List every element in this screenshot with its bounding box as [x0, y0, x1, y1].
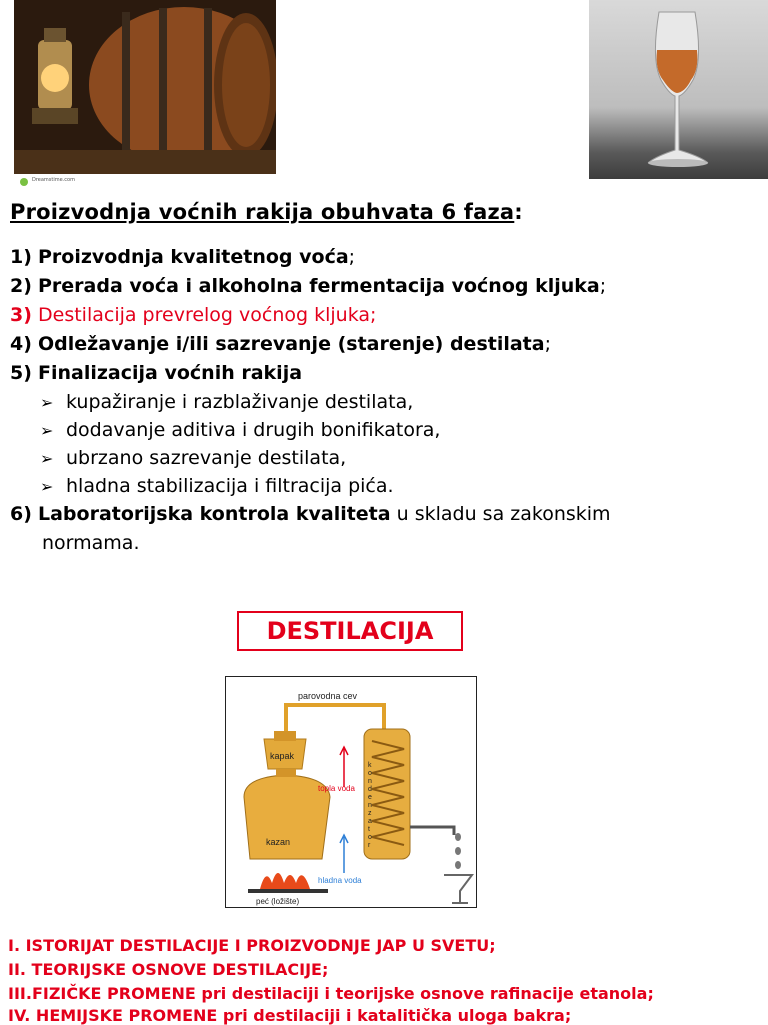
heading-colon: : — [514, 200, 523, 224]
step-text: kupažiranje i razblaživanje destilata, — [66, 391, 414, 413]
receiving-glass-icon — [444, 875, 472, 903]
phase-end: ; — [599, 275, 607, 297]
phase-item-1 — [10, 246, 355, 268]
arrow-bullet-icon: ➢ — [40, 477, 54, 496]
label-condenser: k o n d e n z a t o r — [368, 762, 372, 849]
destilacija-title: DESTILACIJA — [237, 611, 463, 651]
step-text: dodavanje aditiva i drugih bonifikatora, — [66, 419, 441, 441]
phase-item-3 — [10, 304, 376, 326]
finalization-step-1 — [40, 391, 413, 413]
phase-number: 1) — [10, 246, 32, 268]
phase-item-6 — [10, 503, 611, 525]
phase-text: Prerada voća i alkoholna fermentacija voćnog kljuka — [38, 275, 600, 297]
phase-item-2 — [10, 275, 606, 297]
phase-text-rest: u skladu sa zakonskim — [390, 503, 611, 525]
distillation-diagram — [225, 676, 477, 908]
phase-end: ; — [370, 304, 377, 326]
brandy-glass-photo — [589, 0, 768, 179]
phase-end: ; — [348, 246, 356, 268]
label-lid: kapak — [270, 751, 295, 761]
label-boiler: kazan — [266, 837, 291, 847]
finalization-step-3 — [40, 447, 346, 469]
lid-top — [274, 731, 296, 741]
phase-number: 3) — [10, 304, 32, 326]
topic-item-1: I. ISTORIJAT DESTILACIJE I PROIZVODNJE JAP U SVETU; — [8, 936, 496, 955]
phase-item-4 — [10, 333, 551, 355]
phase-6-continuation: normama. — [42, 532, 140, 554]
phase-number: 5) — [10, 362, 32, 384]
phase-number: 4) — [10, 333, 32, 355]
watermark-bar — [14, 174, 276, 190]
arrow-bullet-icon: ➢ — [40, 421, 54, 440]
topic-item-4: IV. HEMIJSKE PROMENE pri destilaciji i katalitička uloga bakra; — [8, 1006, 572, 1025]
phase-text: Proizvodnja kvalitetnog voća — [38, 246, 349, 268]
label-pipe: parovodna cev — [298, 691, 358, 701]
phase-number: 2) — [10, 275, 32, 297]
step-text: hladna stabilizacija i filtracija pića. — [66, 475, 394, 497]
watermark-text: Dreamstime.com — [32, 177, 75, 183]
step-text: ubrzano sazrevanje destilata, — [66, 447, 347, 469]
phase-item-5 — [10, 362, 302, 384]
phase-text: Laboratorijska kontrola kvaliteta — [38, 503, 391, 525]
drop-icon — [455, 847, 461, 855]
label-cold-water: hladna voda — [318, 876, 362, 885]
drop-icon — [455, 861, 461, 869]
steam-pipe — [286, 705, 384, 732]
barrel-photo — [14, 0, 276, 190]
label-hot-water: topla voda — [318, 784, 355, 793]
label-furnace: peć (ložište) — [256, 897, 300, 906]
outlet-pipe — [410, 827, 454, 835]
phase-text: Finalizacija voćnih rakija — [38, 362, 303, 384]
phase-text: Destilacija prevrelog voćnog kljuka — [38, 304, 371, 326]
arrow-bullet-icon: ➢ — [40, 393, 54, 412]
boiler-neck — [276, 769, 296, 777]
topic-item-3: III.FIZIČKE PROMENE pri destilaciji i teorijske osnove rafinacije etanola; — [8, 984, 654, 1003]
heading-text: Proizvodnja voćnih rakija obuhvata 6 faza — [10, 200, 515, 224]
brandy-glass-icon — [589, 0, 768, 179]
phase-number: 6) — [10, 503, 32, 525]
barrel-lantern-icon — [14, 0, 276, 174]
arrow-bullet-icon: ➢ — [40, 449, 54, 468]
phase-text: Odležavanje i/ili sazrevanje (starenje) destilata — [38, 333, 545, 355]
page-heading — [10, 200, 523, 224]
finalization-step-2 — [40, 419, 440, 441]
flame-icon — [260, 873, 310, 889]
furnace-grate — [248, 889, 328, 893]
phase-end: ; — [544, 333, 551, 355]
drop-icon — [455, 833, 461, 841]
finalization-step-4 — [40, 475, 394, 497]
topic-item-2: II. TEORIJSKE OSNOVE DESTILACIJE; — [8, 960, 329, 979]
